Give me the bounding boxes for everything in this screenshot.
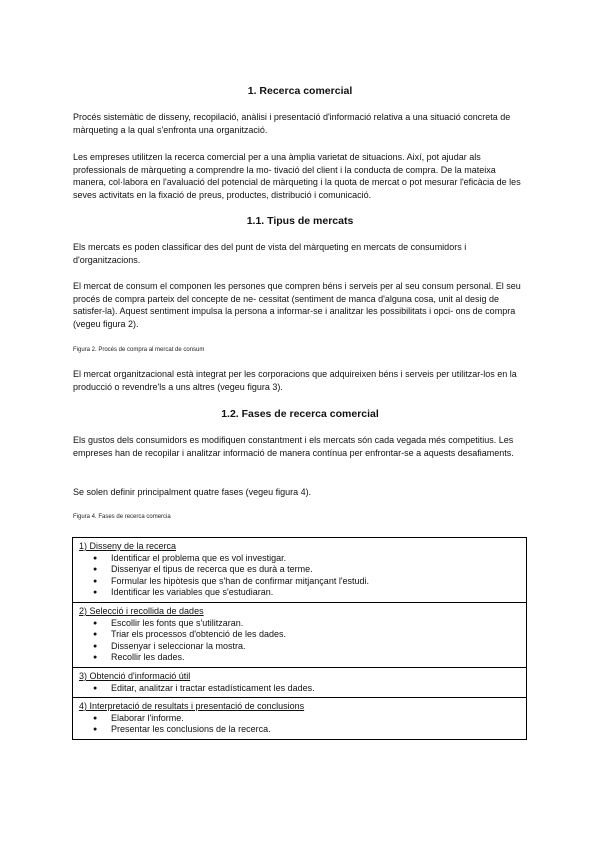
list-item: ● Editar, analitzar i tractar estadísticament les dades. [111, 683, 520, 695]
phase-cell [73, 667, 527, 697]
phase-title: 2) Selecció i recollida de dades [79, 605, 204, 616]
figure-2-caption: Figura 2. Procés de compra al mercat de consum [73, 347, 205, 353]
section-1-1-paragraph-2: El mercat de consum el componen les persones que compren béns i serveis per al seu consum personal. El seu procés de compra parteix del concepte de ne- cessitat (sentiment de manca d'alguna cosa, unit al desig de satisfer-la). Aquest sentiment impulsa la persona a informar-se i analitzar les possibilitats i opci- ons de compra (vegeu figura 2). [73, 281, 521, 329]
list-item: ● Dissenyar i seleccionar la mostra. [111, 641, 520, 653]
intro-paragraph-2: Les empreses utilitzen la recerca comercial per a una àmplia varietat de situacions. Així, pot ajudar als professionals de màrqueting a comprendre la mo- tivació del client i la conducta de compra. De la mateixa manera, col·labora en l'avaluació del potencial de màrqueting i la quota de mercat o pot mesurar l'eficàcia de les seves activitats en la fixació de preus, productes, distribució i comunicació. [73, 152, 521, 200]
intro-paragraph-1: Procés sistemàtic de disseny, recopilació, anàlisi i presentació d'informació relativa a una situació concreta de màrqueting a la qual s'enfronta una organització. [73, 112, 511, 135]
phase-row [73, 538, 527, 603]
research-phases-table [72, 537, 527, 740]
phase-row [73, 698, 527, 740]
phase-cell [73, 602, 527, 667]
phase-cell [73, 698, 527, 740]
phase-cell [73, 538, 527, 603]
list-item: ● Identificar el problema que es vol investigar. [111, 553, 520, 565]
list-item: ● Dissenyar el tipus de recerca que es durà a terme. [111, 564, 520, 576]
section-1-1-title: 1.1. Tipus de mercats [246, 215, 354, 227]
list-item: ● Identificar les variables que s'estudiaran. [111, 587, 520, 599]
section-1-2-paragraph-1: Els gustos dels consumidors es modifiquen constantment i els mercats són cada vegada més competitius. Les empreses han de recopilar i analitzar informació de manera contínua per enfrontar-se a aquests desafiaments. [73, 435, 514, 458]
phase-title: 3) Obtenció d'informació útil [79, 670, 191, 681]
phase-row [73, 667, 527, 697]
section-1-1-paragraph-3: El mercat organitzacional està integrat per les corporacions que adquireixen béns i serveis per utilitzar-los en la producció o revendre'ls a uns altres (vegeu figura 3). [73, 369, 517, 392]
phase-row [73, 602, 527, 667]
figure-4-caption: Figura 4. Fases de recerca comercia [73, 514, 171, 520]
page-title: 1. Recerca comercial [247, 85, 353, 97]
phase-steps-list [79, 713, 520, 736]
list-item: ● Elaborar l'informe. [111, 713, 520, 725]
list-item: ● Recollir les dades. [111, 652, 520, 664]
list-item: ● Presentar les conclusions de la recerca. [111, 724, 520, 736]
section-1-2-title: 1.2. Fases de recerca comercial [221, 408, 379, 420]
phase-steps-list [79, 553, 520, 599]
section-1-1-paragraph-1: Els mercats es poden classificar des del punt de vista del màrqueting en mercats de consumidors i d'organitzacions. [73, 242, 467, 265]
phase-title: 1) Disseny de la recerca [79, 541, 177, 551]
list-item: ● Formular les hipòtesis que s'han de confirmar mitjançant l'estudi. [111, 576, 520, 588]
phase-steps-list [79, 683, 520, 695]
phase-steps-list [79, 618, 520, 664]
list-item: ● Escollir les fonts que s'utilitzaran. [111, 618, 520, 630]
section-1-2-paragraph-2: Se solen definir principalment quatre fases (vegeu figura 4). [73, 487, 312, 497]
phase-title: 4) Interpretació de resultats i presentació de conclusions [79, 701, 305, 712]
list-item: ● Triar els processos d'obtenció de les dades. [111, 629, 520, 641]
